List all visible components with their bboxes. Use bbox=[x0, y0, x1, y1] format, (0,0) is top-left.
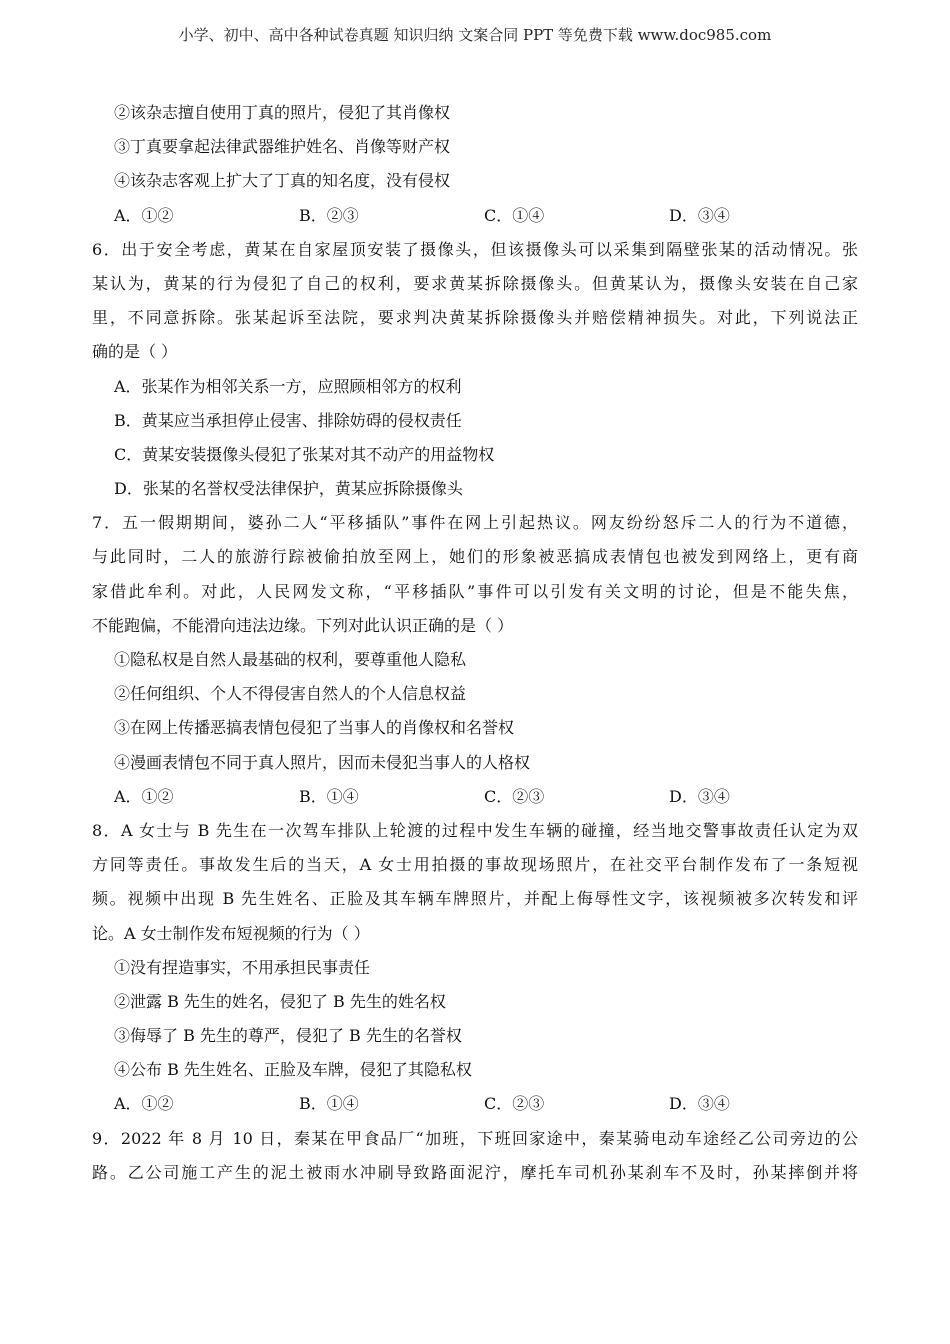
question-text-line: 里，不同意拆除。张某起诉至法院，要求判决黄某拆除摄像头并赔偿精神损失。对此，下列说法正 bbox=[92, 308, 858, 328]
choice-c[interactable]: C．①④ bbox=[484, 205, 545, 225]
statement-item: ①没有捏造事实，不用承担民事责任 bbox=[114, 957, 371, 977]
statement-item: ③丁真要拿起法律武器维护姓名、肖像等财产权 bbox=[114, 137, 451, 157]
question-text-line: 不能跑偏，不能滑向违法边缘。下列对此认识正确的是（ ） bbox=[92, 615, 514, 635]
question-text-line: 论。A 女士制作发布短视频的行为（ ） bbox=[92, 923, 370, 943]
choice-c[interactable]: C．②③ bbox=[484, 786, 545, 806]
question-text-line: 家借此牟利。对此，人民网发文称，“平移插队”事件可以引发有关文明的讨论，但是不能失焦， bbox=[92, 581, 858, 601]
option-d[interactable]: D．张某的名誉权受法律保护，黄某应拆除摄像头 bbox=[114, 479, 463, 499]
statement-item: ②泄露 B 先生的姓名，侵犯了 B 先生的姓名权 bbox=[114, 991, 446, 1011]
choice-b[interactable]: B．①④ bbox=[299, 786, 359, 806]
choice-c[interactable]: C．②③ bbox=[484, 1094, 545, 1114]
option-a[interactable]: A．张某作为相邻关系一方，应照顾相邻方的权利 bbox=[114, 376, 462, 396]
answer-choices bbox=[92, 1087, 858, 1121]
question-7 bbox=[92, 506, 858, 814]
question-text-line: 方同等责任。事故发生后的当天，A 女士用拍摄的事故现场照片，在社交平台制作发布了一条短视 bbox=[92, 855, 858, 875]
question-text-line: 6．出于安全考虑，黄某在自家屋顶安装了摄像头，但该摄像头可以采集到隔壁张某的活动情况。张 bbox=[92, 239, 858, 259]
question-5 bbox=[92, 96, 858, 233]
question-text-line: 某认为，黄某的行为侵犯了自己的权利，要求黄某拆除摄像头。但黄某认为，摄像头安装在自己家 bbox=[92, 273, 858, 293]
statement-item: ④公布 B 先生姓名、正脸及车牌，侵犯了其隐私权 bbox=[114, 1060, 472, 1080]
choice-a[interactable]: A．①② bbox=[114, 205, 174, 225]
choice-b[interactable]: B．②③ bbox=[299, 205, 359, 225]
choice-d[interactable]: D．③④ bbox=[669, 1094, 730, 1114]
option-b[interactable]: B．黄某应当承担停止侵害、排除妨碍的侵权责任 bbox=[114, 410, 462, 430]
page-header: 小学、初中、高中各种试卷真题 知识归纳 文案合同 PPT 等免费下载 www.doc985.com bbox=[178, 26, 772, 44]
question-text-line: 确的是（ ） bbox=[92, 342, 178, 362]
statement-item: ③侮辱了 B 先生的尊严，侵犯了 B 先生的名誉权 bbox=[114, 1026, 462, 1046]
choice-d[interactable]: D．③④ bbox=[669, 205, 730, 225]
choice-b[interactable]: B．①④ bbox=[299, 1094, 359, 1114]
question-text-line: 与此同时，二人的旅游行踪被偷拍放至网上，她们的形象被恶搞成表情包也被发到网络上，更有商 bbox=[92, 547, 858, 567]
exam-content bbox=[92, 96, 858, 1190]
question-text-line: 7．五一假期期间，婆孙二人“平移插队”事件在网上引起热议。网友纷纷怒斥二人的行为不道德， bbox=[92, 513, 858, 533]
question-8 bbox=[92, 814, 858, 1122]
question-text-line: 9．2022 年 8 月 10 日，秦某在甲食品厂“加班，下班回家途中，秦某骑电动车途经乙公司旁边的公 bbox=[92, 1128, 858, 1148]
choice-a[interactable]: A．①② bbox=[114, 786, 174, 806]
statement-item: ②该杂志擅自使用丁真的照片，侵犯了其肖像权 bbox=[114, 103, 451, 122]
question-6 bbox=[92, 233, 858, 507]
statement-item: ②任何组织、个人不得侵害自然人的个人信息权益 bbox=[114, 684, 467, 704]
choice-a[interactable]: A．①② bbox=[114, 1094, 174, 1114]
answer-choices bbox=[92, 199, 858, 233]
statement-item: ③在网上传播恶搞表情包侵犯了当事人的肖像权和名誉权 bbox=[114, 718, 515, 738]
choice-d[interactable]: D．③④ bbox=[669, 786, 730, 806]
question-text-line: 路。乙公司施工产生的泥土被雨水冲刷导致路面泥泞，摩托车司机孙某刹车不及时，孙某摔倒并将 bbox=[92, 1162, 858, 1182]
statement-item: ④漫画表情包不同于真人照片，因而未侵犯当事人的人格权 bbox=[114, 752, 531, 772]
option-c[interactable]: C．黄某安装摄像头侵犯了张某对其不动产的用益物权 bbox=[114, 444, 495, 464]
answer-choices bbox=[92, 780, 858, 814]
question-9 bbox=[92, 1122, 858, 1190]
question-text-line: 频。视频中出现 B 先生姓名、正脸及其车辆车牌照片，并配上侮辱性文字，该视频被多次转发和评 bbox=[92, 889, 858, 909]
statement-item: ①隐私权是自然人最基础的权利，要尊重他人隐私 bbox=[114, 650, 467, 669]
question-text-line: 8．A 女士与 B 先生在一次驾车排队上轮渡的过程中发生车辆的碰撞，经当地交警事故责任认定为双 bbox=[92, 820, 858, 840]
statement-item: ④该杂志客观上扩大了丁真的知名度，没有侵权 bbox=[114, 171, 451, 191]
